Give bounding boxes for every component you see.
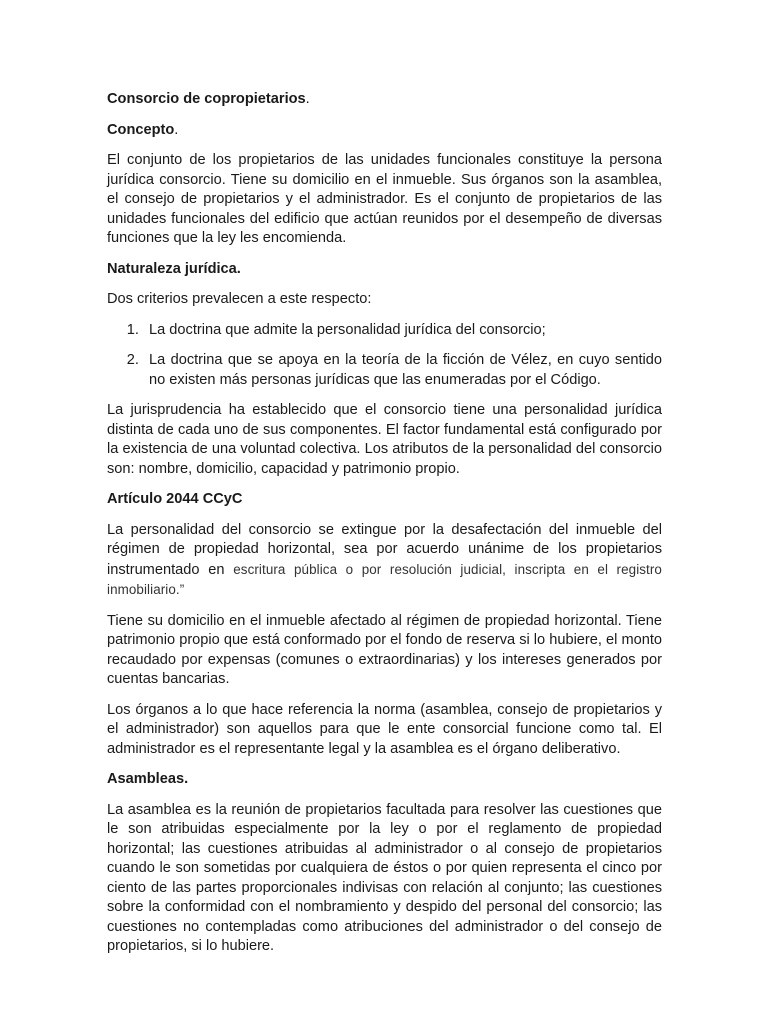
paragraph-articulo (107, 521, 662, 601)
section-heading-concepto (107, 121, 662, 141)
paragraph-concepto: El conjunto de los propietarios de las unidades funcionales constituye la persona jurídica consorcio. Tiene su domicilio en el inmueble. Sus órganos son la asamblea, el consejo de propietarios y el administrador. Es el conjunto de propietarios de las unidades funcionales del edificio que actúan reunidos por el desempeño de diversas funciones que la ley les encomienda. (107, 152, 662, 246)
paragraph-jurisprudencia: La jurisprudencia ha establecido que el consorcio tiene una personalidad jurídica distinta de cada uno de sus componentes. El factor fundamental está configurado por la existencia de una voluntad colectiva. Los atributos de la personalidad del consorcio son: nombre, domicilio, capacidad y patrimonio propio. (107, 402, 662, 477)
paragraph-organos: Los órganos a lo que hace referencia la norma (asamblea, consejo de propietarios y el administrador) son aquellos para que le ente consorcial funcione como tal. El administrador es el representante legal y la asamblea es el órgano deliberativo. (107, 701, 662, 757)
criterios-list (107, 321, 662, 391)
document-page (107, 90, 662, 968)
document-title-text: Consorcio de copropietarios (107, 91, 306, 107)
section-heading-articulo: Artículo 2044 CCyC (107, 491, 243, 507)
paragraph-articulo-tail: escritura pública o por resolución judicial, inscripta en el registro inmobiliario.” (107, 561, 662, 597)
document-title-period: . (305, 91, 310, 107)
paragraph-asambleas: La asamblea es la reunión de propietarios facultada para resolver las cuestiones que le son atribuidas especialmente por la ley o por el reglamento de propiedad horizontal; las cuestiones atribuidas al administrador o al consejo de propietarios cuando le son sometidas por cualquiera de éstos o por quien representa el cinco por ciento de las partes proporcionales indivisas con relación al conjunto; las cuestiones sobre la conformidad con el nombramiento y despido del personal del consorcio; las cuestiones no contempladas como atribuciones del administrador o del consejo de propietarios, si lo hubiere. (107, 801, 662, 954)
list-item: 1. La doctrina que admite la personalidad jurídica del consorcio; (143, 321, 662, 341)
list-item: 2. La doctrina que se apoya en la teoría de la ficción de Vélez, en cuyo sentido no existen más personas jurídicas que las enumeradas por el Código. (143, 351, 662, 390)
document-title (107, 90, 662, 110)
paragraph-criterios-intro: Dos criterios prevalecen a este respecto: (107, 291, 372, 307)
section-heading-asambleas: Asambleas. (107, 771, 189, 787)
section-heading-concepto-period: . (174, 121, 179, 138)
paragraph-domicilio: Tiene su domicilio en el inmueble afectado al régimen de propiedad horizontal. Tiene patrimonio propio que está conformado por el fondo de reserva si lo hubiere, el monto recaudado por expensas (comunes o extraordinarias) y los intereses generados por cuentas bancarias. (107, 612, 662, 687)
section-heading-concepto-text: Concepto (107, 121, 175, 138)
section-heading-naturaleza: Naturaleza jurídica. (107, 260, 241, 277)
paragraph-articulo-main: La personalidad del consorcio se extingue por la desafectación del inmueble del régimen de propiedad horizontal, sea por acuerdo unánime de los propietarios instrumentado en (107, 521, 662, 578)
